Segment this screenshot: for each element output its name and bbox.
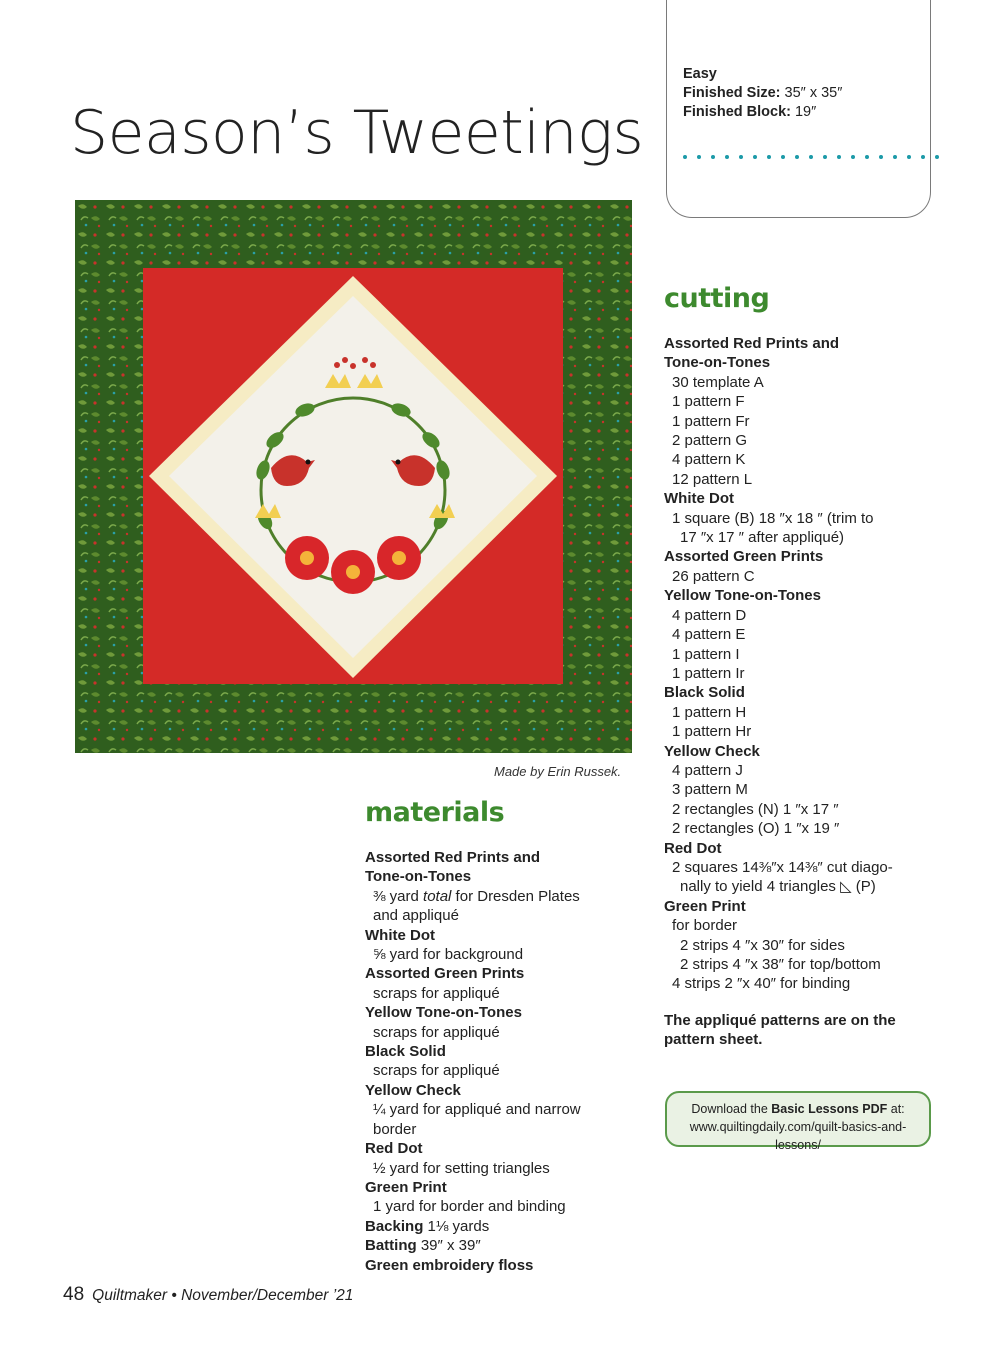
cutting-line: 1 pattern Hr [672, 723, 752, 741]
material-detail: ¼ yard for appliqué and narrow [373, 1101, 581, 1119]
material-detail: 1 yard for border and binding [373, 1198, 566, 1216]
material-name: Yellow Check [365, 1081, 461, 1099]
issue-date: • November/December ’21 [167, 1287, 354, 1304]
cutting-line: 1 pattern Fr [672, 412, 750, 430]
cutting-fabric: Black Solid [664, 684, 745, 702]
material-name: Assorted Red Prints and [365, 849, 541, 866]
info-card [666, 0, 931, 218]
page-footer [63, 1284, 353, 1306]
material-name: White Dot [365, 926, 435, 944]
cutting-line: 4 pattern K [672, 451, 746, 469]
cutting-line: 1 pattern F [672, 393, 745, 411]
cutting-fabric: White Dot [664, 490, 734, 508]
cutting-line: 2 rectangles (O) 1 ″x 19 ″ [672, 820, 840, 838]
cutting-line: 4 strips 2 ″x 40″ for binding [672, 975, 851, 993]
material-detail: ½ yard for setting triangles [373, 1159, 550, 1177]
materials-heading: materials [365, 797, 505, 828]
finished-block: Finished Block: 19″ [683, 104, 817, 120]
cutting-line: 2 rectangles (N) 1 ″x 17 ″ [672, 800, 839, 818]
download-link[interactable]: www.quiltingdaily.com/quilt-basics-and-lessons/ [689, 1120, 907, 1152]
cutting-line: 17 ″x 17 ″ after appliqué) [680, 529, 845, 547]
magazine-name: Quiltmaker [92, 1287, 168, 1304]
cutting-line: 2 pattern G [672, 432, 748, 450]
cutting-line: 12 pattern L [672, 470, 753, 488]
cutting-line: 1 pattern Ir [672, 664, 745, 682]
cutting-fabric: Green Print [664, 897, 746, 915]
pattern-note: The appliqué patterns are on the pattern sheet. [664, 1012, 896, 1049]
material-name: Green embroidery floss [365, 1256, 534, 1274]
material-detail: and appliqué [373, 907, 459, 925]
cutting-line: 3 pattern M [672, 781, 748, 799]
material-backing: Backing 1⅛ yards [365, 1217, 490, 1235]
material-detail: border [373, 1120, 417, 1138]
material-detail: ⅜ yard total for Dresden Plates [373, 887, 580, 905]
cutting-line: 26 pattern C [672, 567, 755, 585]
cutting-line: nally to yield 4 triangles ◺ (P) [680, 878, 876, 896]
cutting-fabric: Assorted Red Prints and [664, 335, 840, 352]
cutting-line: for border [672, 917, 738, 935]
finished-size: Finished Size: 35″ x 35″ [683, 85, 843, 101]
page-number: 48 [63, 1284, 85, 1305]
material-detail: scraps for appliqué [373, 1062, 500, 1080]
cutting-list [664, 334, 934, 994]
cutting-line: 1 square (B) 18 ″x 18 ″ (trim to [672, 509, 874, 527]
cutting-line: 2 strips 4 ″x 30″ for sides [680, 936, 845, 954]
material-detail: scraps for appliqué [373, 1023, 500, 1041]
material-name: Red Dot [365, 1140, 423, 1158]
cutting-fabric: Red Dot [664, 839, 722, 857]
material-name: Black Solid [365, 1043, 446, 1061]
difficulty: Easy [683, 66, 717, 82]
material-detail: scraps for appliqué [373, 984, 500, 1002]
cutting-line: 1 pattern H [672, 703, 747, 721]
material-name: Assorted Green Prints [365, 965, 525, 983]
cutting-fabric: Yellow Check [664, 742, 760, 760]
material-batting: Batting 39″ x 39″ [365, 1237, 481, 1255]
material-name: Yellow Tone-on-Tones [365, 1004, 522, 1022]
photo-caption: Made by Erin Russek. [494, 764, 622, 779]
cutting-fabric: Tone-on-Tones [664, 354, 771, 372]
decorative-dots [683, 155, 939, 159]
cutting-line: 30 template A [672, 373, 764, 391]
cutting-fabric: Yellow Tone-on-Tones [664, 587, 821, 605]
cutting-line: 4 pattern J [672, 761, 743, 779]
material-name: Tone-on-Tones [365, 868, 472, 886]
download-text: Download the Basic Lessons PDF at: [691, 1102, 905, 1116]
download-box[interactable] [665, 1091, 931, 1152]
cutting-line: 4 pattern D [672, 606, 747, 624]
cutting-line: 2 squares 14⅜″x 14⅜″ cut diago- [672, 858, 893, 876]
material-detail: ⅝ yard for background [373, 946, 524, 964]
material-name: Green Print [365, 1178, 447, 1196]
quilt-photo [75, 200, 632, 753]
cutting-heading: cutting [664, 283, 770, 314]
cutting-line: 4 pattern E [672, 626, 746, 644]
cutting-fabric: Assorted Green Prints [664, 548, 824, 566]
materials-list [365, 848, 625, 1275]
cutting-line: 1 pattern I [672, 645, 740, 663]
page-title: Season’s Tweetings [70, 98, 644, 168]
cutting-line: 2 strips 4 ″x 38″ for top/bottom [680, 956, 881, 973]
